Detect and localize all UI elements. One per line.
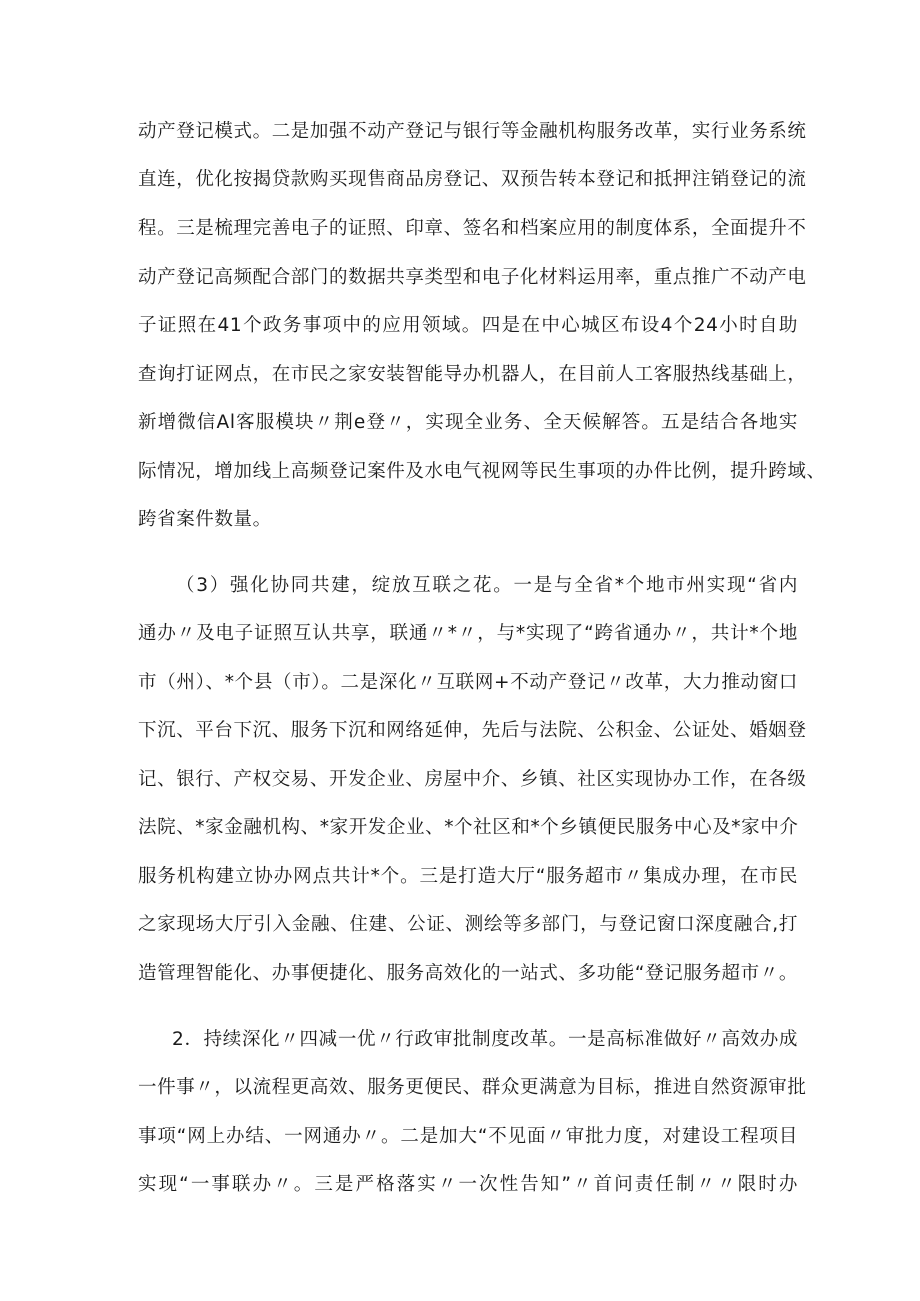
section-heading-line: 2．持续深化〃四减一优〃行政审批制度改革。一是高标准做好〃高效办成 bbox=[172, 1029, 798, 1050]
text-line: 下沉、平台下沉、服务下沉和网络延伸，先后与法院、公积金、公证处、婚姻登 bbox=[138, 720, 807, 741]
text-line: 直连，优化按揭贷款购买现售商品房登记、双预告转本登记和抵押注销登记的流 bbox=[138, 169, 807, 190]
text-line: 事项“网上办结、一网通办〃。二是加大“不见面〃审批力度，对建设工程项目 bbox=[138, 1126, 798, 1147]
text-line-last: 跨省案件数量。 bbox=[138, 509, 272, 530]
text-line: 一件事〃，以流程更高效、服务更便民、群众更满意为目标，推进自然资源审批 bbox=[138, 1077, 807, 1098]
text-line: 程。三是梳理完善电子的证照、印章、签名和档案应用的制度体系，全面提升不 bbox=[138, 218, 807, 239]
text-line: 之家现场大厅引入金融、住建、公证、测绘等多部门，与登记窗口深度融合,打 bbox=[138, 914, 798, 935]
text-line: 子证照在41个政务事项中的应用领域。四是在中心城区布设4个24小时自助 bbox=[138, 315, 798, 336]
text-line: 市（州）、*个县（市）。二是深化〃互联网+不动产登记〃改革，大力推动窗口 bbox=[138, 672, 798, 693]
text-line: 动产登记高频配合部门的数据共享类型和电子化材料运用率，重点推广不动产电 bbox=[138, 267, 807, 288]
paragraph-heading-line: （3）强化协同共建，绽放互联之花。一是与全省*个地市州实现“省内 bbox=[176, 575, 798, 596]
text-line: 法院、*家金融机构、*家开发企业、*个社区和*个乡镇便民服务中心及*家中介 bbox=[138, 817, 799, 838]
text-line: 动产登记模式。二是加强不动产登记与银行等金融机构服务改革，实行业务系统 bbox=[138, 121, 807, 142]
text-line: 际情况，增加线上高频登记案件及水电气视网等民生事项的办件比例，提升跨域、 bbox=[138, 461, 826, 482]
text-line: 记、银行、产权交易、开发企业、房屋中介、乡镇、社区实现协办工作，在各级 bbox=[138, 769, 807, 790]
text-line: 查询打证网点，在市民之家安装智能导办机器人，在目前人工客服热线基础上， bbox=[138, 364, 807, 385]
text-line: 服务机构建立协办网点共计*个。三是打造大厅“服务超市〃集成办理，在市民 bbox=[138, 866, 798, 887]
text-line: 新增微信Al客服模块〃荆e登〃，实现全业务、全天候解答。五是结合各地实 bbox=[138, 412, 798, 433]
text-line: 通办〃及电子证照互认共享，联通〃*〃，与*实现了“跨省通办〃，共计*个地 bbox=[138, 623, 798, 644]
text-line bbox=[138, 1219, 798, 1249]
text-line: 造管理智能化、办事便捷化、服务高效化的一站式、多功能“登记服务超市〃。 bbox=[138, 963, 798, 984]
text-line: 实现“一事联办〃。三是严格落实〃一次性告知”〃首问责任制〃〃限时办 bbox=[138, 1174, 798, 1195]
